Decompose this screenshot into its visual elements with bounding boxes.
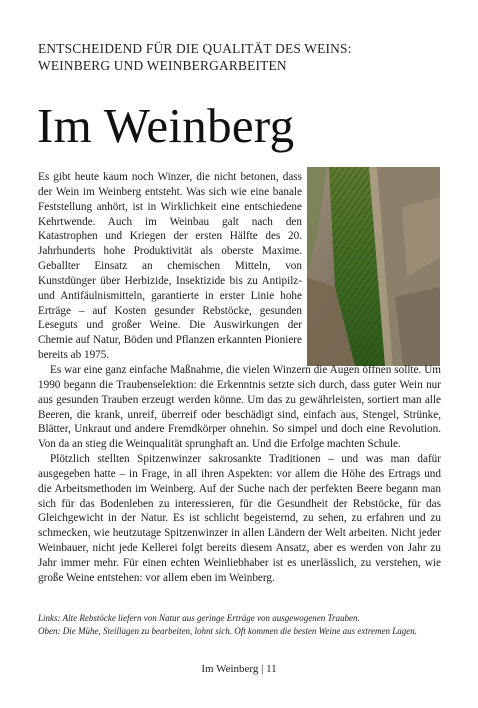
body-text	[38, 170, 441, 586]
caption-top: Oben: Die Mühe, Steillagen zu bearbeiten, lohnt sich. Oft kommen die besten Weine aus extremen Lagen.	[38, 625, 417, 636]
caption-left: Links: Alte Rebstöcke liefern von Natur aus geringe Erträge von ausgewogenen Trauben.	[38, 613, 360, 623]
photo-captions	[38, 612, 442, 637]
kicker-line-1: ENTSCHEIDEND FÜR DIE QUALITÄT DES WEINS:	[38, 41, 352, 56]
paragraph-spitzenwinzer: Plötzlich stellten Spitzenwinzer sakrosankte Traditionen – und was man dafür ausgegeben hatte – in Frage, in all ihren Aspekten: vor allem die Höhe des Ertrags und die Arbeitsmethoden im Weinberg. Auf der Suche nach der perfekten Beere begann man sich für das Bodenleben zu interessieren, für die Gesundheit der Rebstöcke, für das Gleichgewicht in der Natur. Es ist schlicht begeisternd, zu sehen, zu erfahren und zu schmecken, wie heutzutage Spitzenwinzer in allen Ländern der Welt arbeiten. Nicht jeder Weinbauer, nicht jede Kellerei folgt bereits diesem Ansatz, aber es werden von Jahr zu Jahr immer mehr. Für einen echten Weinliebhaber ist es unerlässlich, zu verstehen, wie große Weine entstehen: vor allem eben im Weinberg.	[38, 453, 441, 584]
kicker-line-2: WEINBERG UND WEINBERGARBEITEN	[38, 58, 287, 73]
page-title: Im Weinberg	[37, 98, 295, 153]
paragraph-intro: Es gibt heute kaum noch Winzer, die nicht betonen, dass der Wein im Weinberg entsteht. Was sich wie eine banale Feststellung anhört, ist in Wirklichkeit eine entschiedene Kehrtwende. Auch im Weinbau galt nach den Katastrophen und Kriegen der ersten Hälfte des 20. Jahrhunderts hohe Produktivität als oberste Maxime. Geballter Einsatz an chemischen Mitteln, von Kunstdünger über Herbizide, Insektizide bis zu Antipilz- und Antifäulnismitteln, garantierte in erster Linie hohe Erträge – auf Kosten gesunder Rebstöcke, gesunden Leseguts und großer Weine. Die Auswirkungen der Chemie auf Natur, Böden und Pflanzen erkannten Pioniere bereits ab 1975.	[38, 171, 302, 362]
paragraph-traubenselektion: Es war eine ganz einfache Maßnahme, die vielen Winzern die Augen öffnen sollte. Um 1990 begann die Traubenselektion: die Erkenntnis setzte sich durch, dass guter Wein nur aus gesunden Trauben erzeugt werden könne. Um das zu gewährleisten, sortiert man alle Beeren, die krank, unreif, überreif oder beschädigt sind, einfach aus, Stengel, Strünke, Blätter, Unkraut und andere Fremdkörper ohnehin. So simpel und doch eine Revolution. Von da an stieg die Weinqualität sprunghaft an. Und die Erfolge machten Schule.	[38, 363, 441, 451]
page-folio: Im Weinberg | 11	[201, 663, 277, 675]
section-kicker	[38, 40, 448, 74]
